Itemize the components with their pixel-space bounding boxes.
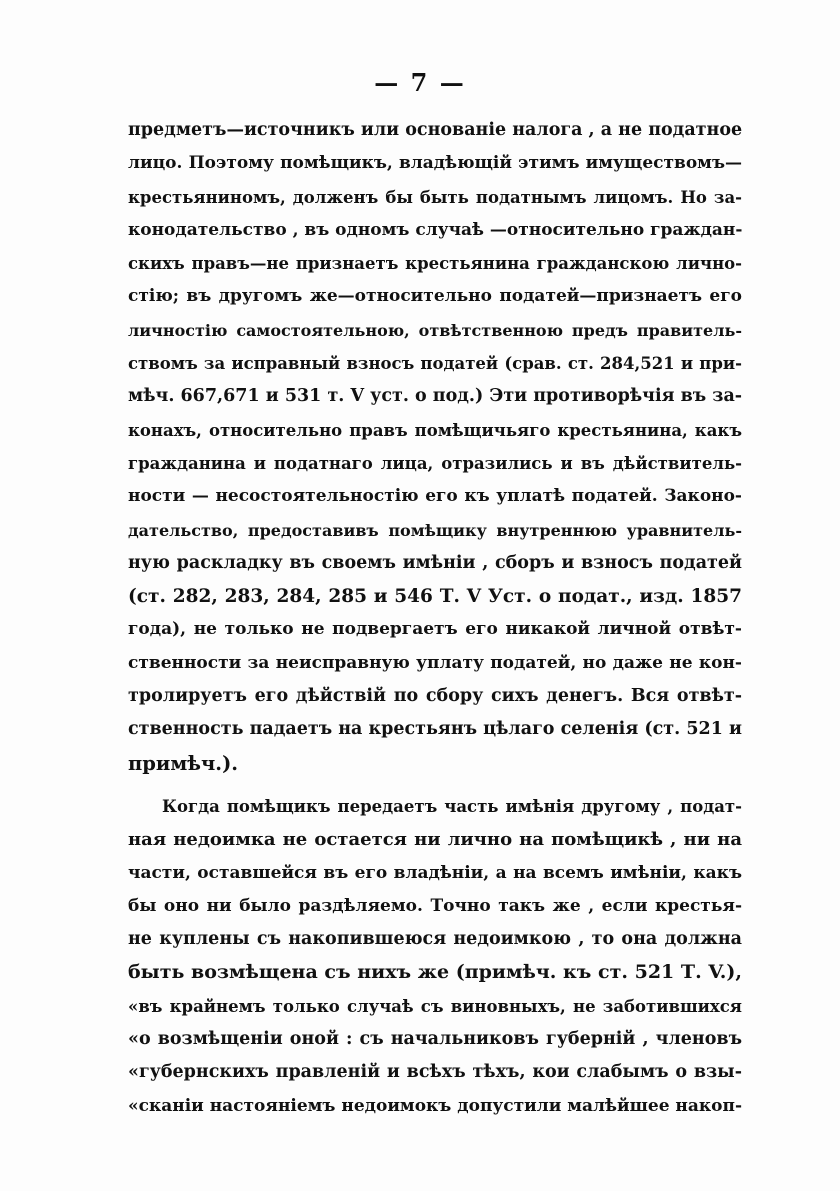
text-line: бы оно ни было раздѣляемо. Точно такъ же , если крестья- — [128, 895, 742, 916]
text-line: ственности за неисправную уплату податей, но даже не кон- — [128, 652, 742, 673]
text-line: тролируетъ его дѣйствій по сбору сихъ денегъ. Вся отвѣт- — [128, 686, 742, 707]
text-line: примѣч.). — [128, 751, 239, 775]
text-line: части, оставшейся въ его владѣніи, а на всемъ имѣніи, какъ — [128, 862, 742, 883]
text-line: гражданина и податнаго лица, отразились и въ дѣйствитель- — [128, 453, 742, 473]
text-line: не куплены съ накопившеюся недоимкою , то она должна — [128, 929, 742, 950]
paragraph-1 — [128, 114, 742, 780]
text-line: конодательство , въ одномъ случаѣ —относительно граждан- — [128, 219, 742, 240]
text-line: скихъ правъ—не признаетъ крестьянина гражданскою лично- — [128, 254, 742, 274]
text-line: мѣч. 667,671 и 531 т. V уст. о под.) Эти противорѣчія въ за- — [128, 386, 742, 407]
text-line: ственность падаетъ на крестьянъ цѣлаго селенія (ст. 521 и — [128, 719, 742, 740]
text-line: «о возмѣщеніи оной : съ начальниковъ губерній , членовъ — [128, 1029, 742, 1050]
paragraph-gap — [128, 780, 742, 790]
page-number: — 7 — — [374, 68, 466, 97]
text-line: «сканіи настояніемъ недоимокъ допустили малѣйшее накоп- — [128, 1095, 742, 1116]
text-line: ная недоимка не остается ни лично на помѣщикѣ , ни на — [128, 829, 742, 851]
text-line: крестьяниномъ, долженъ бы быть податнымъ лицомъ. Но за- — [128, 187, 742, 207]
text-line: ности — несостоятельностію его къ уплатѣ податей. Законо- — [128, 486, 742, 507]
text-line: дательство, предоставивъ помѣщику внутреннюю уравнитель- — [128, 520, 742, 540]
text-line: «въ крайнемъ только случаѣ съ виновныхъ, не заботившихся — [128, 996, 742, 1016]
text-line: ную раскладку въ своемъ имѣніи , сборъ и взносъ податей — [128, 552, 742, 573]
paragraph-2 — [128, 790, 742, 1123]
text-line: предметъ—источникъ или основаніе налога , а не податное — [128, 120, 742, 140]
text-line: «губернскихъ правленій и всѣхъ тѣхъ, кои слабымъ о взы- — [128, 1062, 742, 1083]
text-line: ствомъ за исправный взносъ податей (срав. ст. 284,521 и при- — [128, 354, 742, 374]
body-text — [128, 114, 742, 1123]
text-line: (ст. 282, 283, 284, 285 и 546 Т. V Уст. о подат., изд. 1857 — [128, 586, 742, 608]
text-line: стію; въ другомъ же—относительно податей—признаетъ его — [128, 286, 742, 307]
text-line: года), не только не подвергаетъ его никакой личной отвѣт- — [128, 619, 742, 640]
text-line: конахъ, относительно правъ помѣщичьяго крестьянина, какъ — [128, 420, 742, 440]
text-line: Когда помѣщикъ передаетъ часть имѣнія другому , подат- — [162, 796, 742, 816]
text-line: лицо. Поэтому помѣщикъ, владѣющій этимъ имуществомъ— — [128, 153, 742, 174]
text-line: быть возмѣщена съ нихъ же (примѣч. къ ст. 521 Т. V.), — [128, 961, 742, 984]
text-line: личностію самостоятельною, отвѣтственною предъ правитель- — [128, 320, 742, 340]
